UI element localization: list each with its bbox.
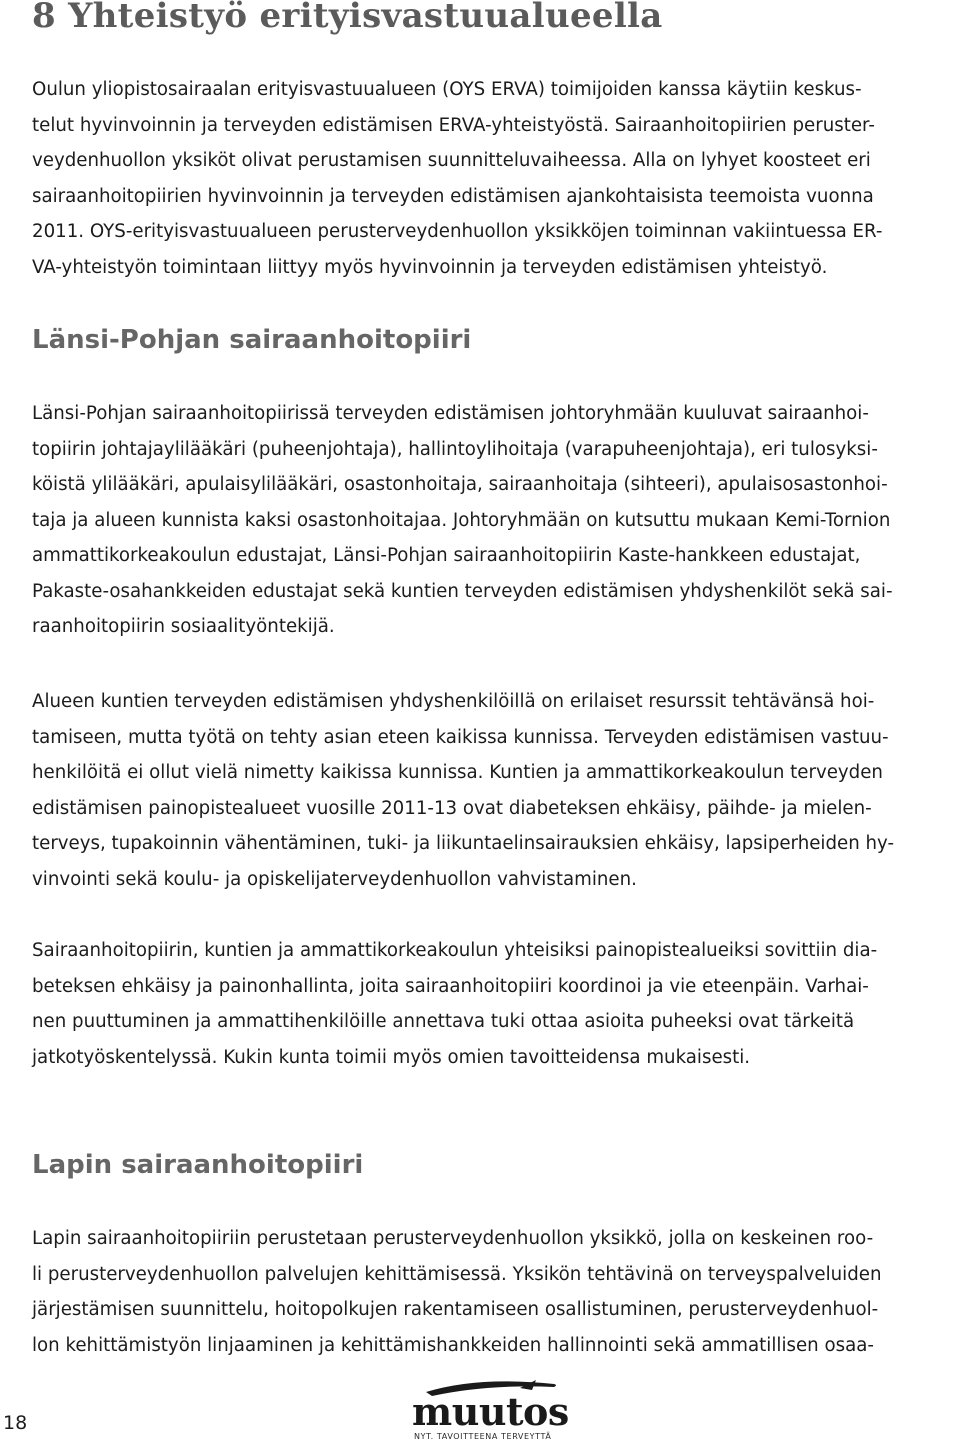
text-line: telut hyvinvoinnin ja terveyden edistämisen ERVA-yhteistyöstä. Sairaanhoitopiirien peruster- xyxy=(32,114,875,136)
text-line: beteksen ehkäisy ja painonhallinta, joita sairaanhoitopiiri koordinoi ja vie eteenpäin. Varhai- xyxy=(32,975,869,997)
text-line: taja ja alueen kunnista kaksi osastonhoitajaa. Johtoryhmään on kutsuttu mukaan Kemi-Tornion xyxy=(32,509,891,531)
text-line: li perusterveydenhuollon palvelujen kehittämisessä. Yksikön tehtävinä on terveyspalveluiden xyxy=(32,1263,882,1285)
text-line: vinvointi sekä koulu- ja opiskelijaterveydenhuollon vahvistaminen. xyxy=(32,868,637,890)
logo-wordmark: muutos xyxy=(412,1389,569,1434)
text-line: köistä ylilääkäri, apulaisylilääkäri, osastonhoitaja, sairaanhoitaja (sihteeri), apulaisosastonhoi- xyxy=(32,474,888,495)
page-number: 18 xyxy=(3,1412,28,1434)
lansi-pohja-paragraph-2 xyxy=(32,684,960,897)
text-line: topiirin johtajaylilääkäri (puheenjohtaja), hallintoylihoitaja (varapuheenjohtaja), eri tulosyksi- xyxy=(32,438,878,460)
text-line: raanhoitopiirin sosiaalityöntekijä. xyxy=(32,616,335,637)
text-line: sairaanhoitopiirien hyvinvoinnin ja terveyden edistämisen ajankohtaisista teemoista vuonna xyxy=(32,185,874,207)
muutos-logo xyxy=(408,1378,570,1450)
section-heading-lappi: Lapin sairaanhoitopiiri xyxy=(32,1150,364,1180)
text-line: jatkotyöskentelyssä. Kukin kunta toimii myös omien tavoitteidensa mukaisesti. xyxy=(32,1046,751,1068)
lappi-paragraph-1 xyxy=(32,1221,960,1363)
text-line: veydenhuollon yksiköt olivat perustamisen suunnitteluvaiheessa. Alla on lyhyet koosteet eri xyxy=(32,150,871,171)
text-line: Alueen kuntien terveyden edistämisen yhdyshenkilöillä on erilaiset resurssit tehtävänsä hoi- xyxy=(32,691,875,712)
text-line: terveys, tupakoinnin vähentäminen, tuki- ja liikuntaelinsairauksien ehkäisy, lapsiperheiden hy- xyxy=(32,833,895,854)
text-line: tamiseen, mutta työtä on tehty asian eteen kaikissa kunnissa. Terveyden edistämisen vastuu- xyxy=(32,726,889,748)
chapter-title: 8 Yhteistyö erityisvastuualueella xyxy=(32,0,663,36)
intro-paragraph xyxy=(32,72,960,285)
text-line: Länsi-Pohjan sairaanhoitopiirissä terveyden edistämisen johtoryhmään kuuluvat sairaanhoi- xyxy=(32,403,869,424)
text-line: Sairaanhoitopiirin, kuntien ja ammattikorkeakoulun yhteisiksi painopistealueiksi sovittiin dia- xyxy=(32,940,878,961)
text-line: järjestämisen suunnittelu, hoitopolkujen rakentamiseen osallistuminen, perusterveydenhuol- xyxy=(32,1299,879,1320)
text-line: edistämisen painopistealueet vuosille 2011-13 ovat diabeteksen ehkäisy, päihde- ja mielen- xyxy=(32,797,872,819)
lansi-pohja-paragraph-1 xyxy=(32,396,960,645)
text-line: lon kehittämistyön linjaaminen ja kehittämishankkeiden hallinnointi sekä ammatillisen osaa- xyxy=(32,1334,874,1356)
text-line: Pakaste-osahankkeiden edustajat sekä kuntien terveyden edistämisen yhdyshenkilöt sekä sai- xyxy=(32,580,893,602)
text-line: 2011. OYS-erityisvastuualueen perusterveydenhuollon yksikköjen toiminnan vakiintuessa ER- xyxy=(32,221,883,242)
text-line: nen puuttuminen ja ammattihenkilöille annettava tuki ottaa asioita puheeksi ovat tärkeitä xyxy=(32,1011,855,1032)
text-line: ammattikorkeakoulun edustajat, Länsi-Pohjan sairaanhoitopiirin Kaste-hankkeen edustajat, xyxy=(32,545,861,566)
text-line: VA-yhteistyön toimintaan liittyy myös hyvinvoinnin ja terveyden edistämisen yhteistyö. xyxy=(32,256,828,278)
lansi-pohja-paragraph-3 xyxy=(32,933,960,1075)
section-heading-lansi-pohja: Länsi-Pohjan sairaanhoitopiiri xyxy=(32,325,472,355)
text-line: henkilöitä ei ollut vielä nimetty kaikissa kunnissa. Kuntien ja ammattikorkeakoulun terveyden xyxy=(32,762,883,783)
text-line: Oulun yliopistosairaalan erityisvastuualueen (OYS ERVA) toimijoiden kanssa käytiin keskus- xyxy=(32,79,862,100)
text-line: Lapin sairaanhoitopiiriin perustetaan perusterveydenhuollon yksikkö, jolla on keskeinen roo- xyxy=(32,1228,874,1249)
logo-tagline: NYT. TAVOITTEENA TERVEYTTÄ xyxy=(414,1432,552,1441)
